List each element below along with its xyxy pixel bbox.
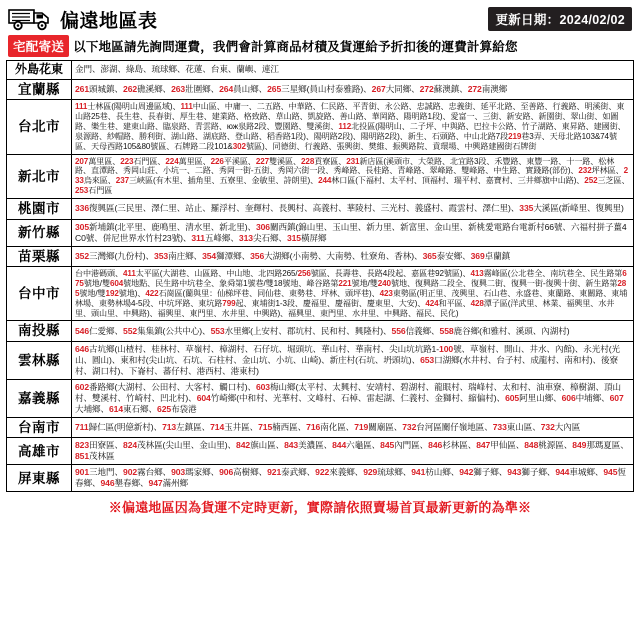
region-name: 南投縣 bbox=[7, 321, 72, 342]
area-list: 352三灣鄉(九份村)、353南庄鄉、354獅潭鄉、356大湖鄉(小南勢、大南勢、牡寮角、香林)、365泰安鄉、369卓蘭鎮 bbox=[72, 246, 634, 267]
subtitle-row bbox=[6, 34, 634, 60]
area-list: 金門、澎湖、綠島、琉球鄉、花蓮、台東、蘭嶼、連江 bbox=[72, 61, 634, 80]
table-body bbox=[7, 61, 634, 492]
area-list: 646古坑鄉(山楂村、桂林村、草嶺村、樟湖村、石仔坑、堀頭坑、華山村、華南村、尖山坑坑路1-100號、草嶺村、開山、井水、內館)、永光村(光山、圓山)、東和村(尖山坑、石坑、石柱村、金山坑、小坑、山崎)、新庄村(石坑、坍頭坑)、653口湖鄉(水井村、台子村、成龍村、南和村)、後寮村、湖口村)、下崙村、蕃仔村、港西村、港東村) bbox=[72, 341, 634, 379]
region-name: 雲林縣 bbox=[7, 341, 72, 379]
page-header bbox=[6, 4, 634, 34]
area-list: 台中港碼頭、411太平區(大湖巷、山區路、中山地、北四路265/256號區、長壽巷、長路4段起、嘉區巷92號區)、413霧峰區(公北巷全、南坑巷全、民生路第675號地/雙604號地點、民生路中坑巷全、象舜第1號巷/雙18號地、峰谷路第221號地/雙240號地、復興路二段全、復興二街、復興一街-復興十街、新生路第285號地/雙192號地)、422石崗區(蘭與里：仙梯坪巷、同仙巷、東勢巷、坪林、頭坪巷)、423東勢區(明正里、茂興里、石山巷、永盛巷、東蘭路、東關路、東埔林場、東勢林場4-5段、中坑坪路、東坑路799起、東埔街1-3段、慶福里、慶福街、慶東里、大安)、424和平區、428潭子區(洋武里、林業、福興里、水井里、頭山里、中興路)、福興里、東門里、水井里、中興路)、福興里、東門里、水井里、中興路、福民、民化) bbox=[72, 267, 634, 321]
area-list: 305新埔鎮(北平里、鹿鳴里、清水里、新北里)、306關西鎮(錦山里、玉山里、新力里、新富里、金山里、新桃愛電路台電新村66號、六福村拼子薑4C0號、併尼世界水竹村23號)、311五峰鄉、313尖石鄉、315橫屏鄉 bbox=[72, 219, 634, 246]
area-list: 207萬里區、223石門區、224萬里區、226平溪區、227雙溪區、228貢寮區、231新店區(溪頭市、大榮路、北宜路3段、禾豐路、東豐一路、十一路、松林路、直潭路、秀岡山莊、小坑一、二路、秀岡一街-五街、秀岡六街一段、秀峰路、長桂路、青峰路、翠峰路、雙峰路、中生路、實踐路(部份)、232坪林區、233烏來區、237三峽區(有木里、插角里、五寮里、金敏里、詩朗里)、244林口區(下福村、太平村、頂福村、瑞平村、嘉寶村、三井鄉旗中山路)、252三芝區、253石門區 bbox=[72, 154, 634, 198]
update-date-badge: 更新日期：2024/02/02 bbox=[488, 7, 632, 31]
table-row bbox=[7, 321, 634, 342]
table-row bbox=[7, 465, 634, 492]
region-name: 新竹縣 bbox=[7, 219, 72, 246]
delivery-tag: 宅配寄送 bbox=[8, 35, 69, 57]
truck-icon bbox=[8, 6, 54, 32]
area-list: 261頭城鎮、262礁溪鄉、263壯圍鄉、264員山鄉、265三星鄉(員山村泰雅路)、267大同鄉、272蘇澳鎮、272南澳鄉 bbox=[72, 79, 634, 100]
table-row bbox=[7, 246, 634, 267]
region-name: 高雄市 bbox=[7, 438, 72, 465]
area-list: 901三地門、902霧台鄉、903瑪家鄉、906高樹鄉、921泰武鄉、922來義鄉、929琉球鄉、941枋山鄉、942獅子鄉、943獅子鄉、944車城鄉、945恆春鄉、946墾春鄉、947滿州鄉 bbox=[72, 465, 634, 492]
subtitle-text: 以下地區請先詢問運費，我們會計算商品材積及貨運給予折扣後的運費計算給您 bbox=[73, 40, 518, 54]
region-name: 台北市 bbox=[7, 100, 72, 154]
area-list: 546仁愛鄉、552集集鎮(公共中心)、553水里鄉(上安村、郡坑村、民和村、興隆村)、556信義鄉、558鹿谷鄉(和雅村、溪頭、內湖村) bbox=[72, 321, 634, 342]
area-list: 602番路鄉(大湖村、公田村、大客村、觸口村)、603梅山鄉(太平村、太興村、安靖村、碧湖村、龍眼村、瑞峰村、太和村、油車寮、樟樹湖、頂山村、雙溪村、竹崎村、凹北村)、604竹崎鄉(中和村、光華村、文峰村、石棹、雷起湖、仁義村、金獅村、縮偏村)、605阿里山鄉、606中埔鄉、607大埔鄉、614東石鄉、625布袋港 bbox=[72, 379, 634, 417]
table-row bbox=[7, 199, 634, 220]
page-title: 偏遠地區表 bbox=[60, 10, 158, 32]
table-row bbox=[7, 61, 634, 80]
table-row bbox=[7, 267, 634, 321]
table-row bbox=[7, 154, 634, 198]
region-name: 屏東縣 bbox=[7, 465, 72, 492]
region-name: 嘉義縣 bbox=[7, 379, 72, 417]
region-name: 宜蘭縣 bbox=[7, 79, 72, 100]
table-row bbox=[7, 438, 634, 465]
table-row bbox=[7, 379, 634, 417]
remote-area-table bbox=[6, 60, 634, 492]
area-list: 111士林區(陽明山周邊區域)、111中山區、中庸一、二五路、中華路、仁民路、平青街、永公路、忠誠路、忠義街、延平北路、至善路、行義路、明溪街、東山路25巷、長生巷、長春街、厚生巷、建業路、格致路、草山路、凱旋路、善山路、華岡路、陽明路1段)、愛富一、三街、新安路、新園街、翠山街、如圖路、樂生巷、建東山路、臨泉路、青雲路、юж泉路2段、豐園路、雙溪街、112北投區(陽明山、二子坪、中與路、巴拉卡公路、竹子湖路、東昇路、建國街、泉源路、紗帽路、勝利街、湖山路、湖底路、登山路、稻香路1段)、陽明路2段)、陽明路2段)、新生、石頭路、中山北路7段219巷3弄、天母北路103&74號區、天母西路105&80號區、石牌路二段101&302號區)、同德街、行義路、張興街、樊維、振興路院、賁環場、中興路建國街石牌街 bbox=[72, 100, 634, 154]
region-name: 台中市 bbox=[7, 267, 72, 321]
table-row bbox=[7, 100, 634, 154]
table-row bbox=[7, 341, 634, 379]
region-name: 外島花東 bbox=[7, 61, 72, 80]
region-name: 台南市 bbox=[7, 417, 72, 438]
region-name: 新北市 bbox=[7, 154, 72, 198]
area-list: 823田寮區、824茂林區(尖山里、金山里)、842旗山區、843美濃區、844六龜區、845內門區、846杉林區、847甲仙區、848桃源區、849那瑪夏區、851茂林區 bbox=[72, 438, 634, 465]
table-row bbox=[7, 219, 634, 246]
table-row bbox=[7, 417, 634, 438]
area-list: 711歸仁區(明億新村)、713左鎮區、714玉井區、715楠西區、716南化區、719關廟區、732台河區關仔嶺地區、733東山區、732大內區 bbox=[72, 417, 634, 438]
area-list: 336復興區(三民里、澤仁里、站止、羅浮村、奎輝村、長興村、高義村、華陵村、三光村、義盛村、霞雲村、澤仁里)、335大溪區(新峰里、復興里) bbox=[72, 199, 634, 220]
footer-note: ※偏遠地區因為貨運不定時更新，實際請依照賣場首頁最新更新的為準※ bbox=[108, 500, 532, 516]
region-name: 桃園市 bbox=[7, 199, 72, 220]
region-name: 苗栗縣 bbox=[7, 246, 72, 267]
table-row bbox=[7, 79, 634, 100]
